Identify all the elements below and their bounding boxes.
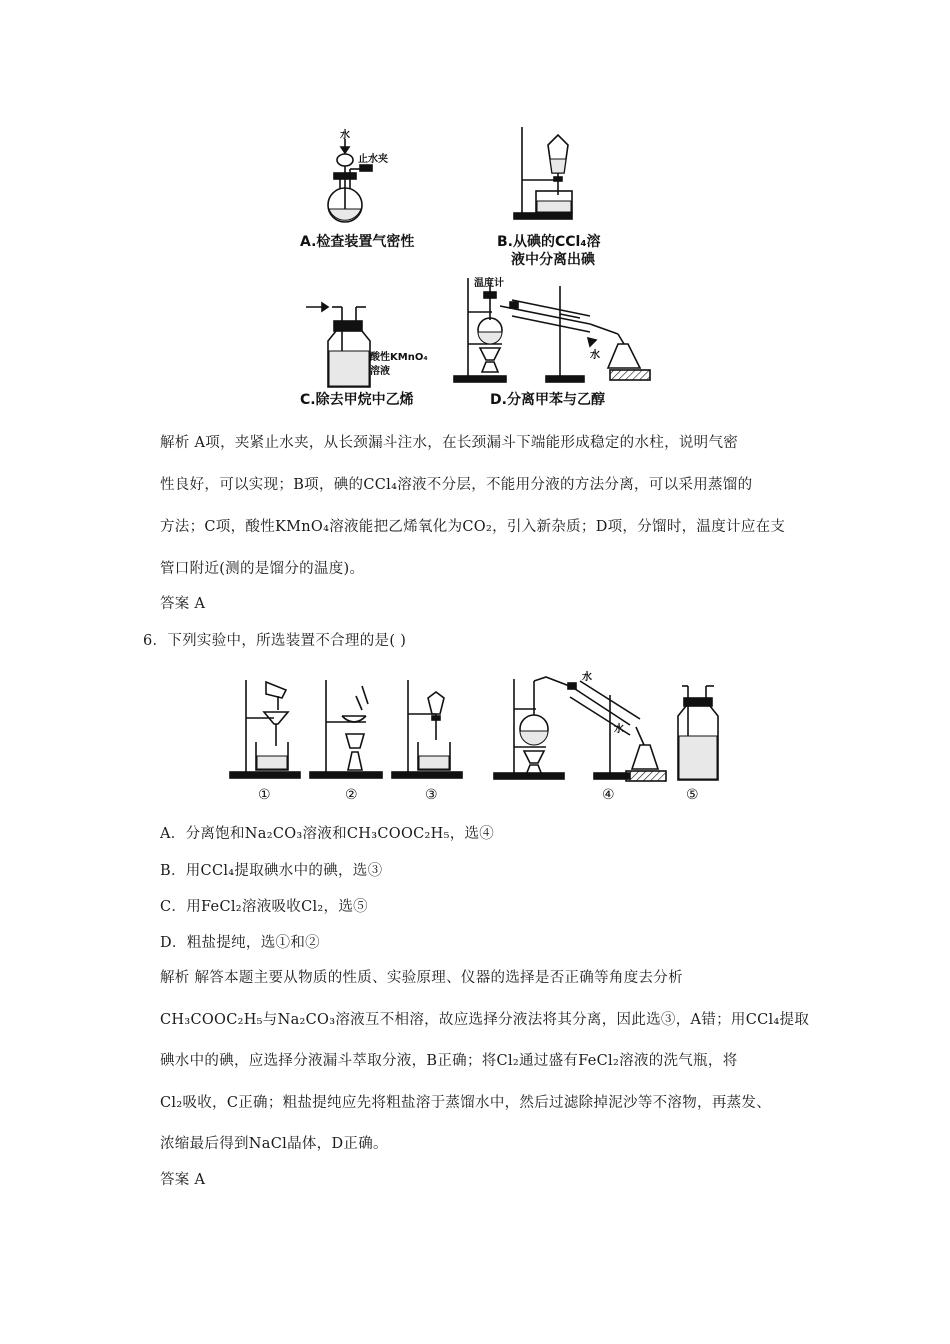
apparatus-1-diagram: [226, 676, 306, 786]
label-water-a: 水: [340, 130, 350, 141]
option-a: A．分离饱和Na₂CO₃溶液和CH₃COOC₂H₅，选④: [160, 826, 495, 842]
apparatus-4-diagram: [490, 665, 670, 790]
label-clamp: 止水夹: [358, 154, 388, 165]
label-kmno4-1: 酸性KMnO₄: [370, 352, 428, 363]
caption-b-line2: 液中分离出碘: [511, 252, 595, 268]
apparatus-a-diagram: [320, 125, 400, 225]
label-water-top: 水: [582, 672, 592, 683]
apparatus-c-diagram: [300, 295, 420, 395]
analysis6-line-5: 浓缩最后得到NaCl晶体，D正确。: [160, 1136, 388, 1152]
analysis5-line-3: 方法；C项，酸性KMnO₄溶液能把乙烯氧化为CO₂，引入新杂质；D项，分馏时，温度计应在支: [160, 519, 786, 535]
apparatus-number-3: ③: [425, 787, 438, 803]
analysis5-line-2: 性良好，可以实现；B项，碘的CCl₄溶液不分层，不能用分液的方法分离，可以采用蒸馏的: [160, 477, 753, 493]
caption-a: A.检查装置气密性: [300, 234, 415, 250]
caption-b-line1: B.从碘的CCl₄溶: [497, 234, 601, 250]
answer5: 答案 A: [160, 596, 206, 612]
analysis6-line-1: 解析 解答本题主要从物质的性质、实验原理、仪器的选择是否正确等角度去分析: [160, 970, 683, 986]
label-kmno4-2: 溶液: [370, 366, 390, 377]
apparatus-number-5: ⑤: [686, 787, 699, 803]
label-thermometer: 温度计: [474, 278, 504, 289]
option-b: B．用CCl₄提取碘水中的碘，选③: [160, 863, 383, 879]
option-c: C．用FeCl₂溶液吸收Cl₂，选⑤: [160, 899, 368, 915]
apparatus-5-diagram: [672, 676, 732, 786]
apparatus-2-diagram: [306, 676, 386, 786]
apparatus-number-4: ④: [602, 787, 615, 803]
answer6: 答案 A: [160, 1172, 206, 1188]
apparatus-d-diagram: [450, 272, 660, 387]
label-water-bottom: 水: [614, 724, 624, 735]
apparatus-number-1: ①: [258, 787, 271, 803]
analysis6-line-4: Cl₂吸收，C正确；粗盐提纯应先将粗盐溶于蒸馏水中，然后过滤除掉泥沙等不溶物，再蒸发、: [160, 1095, 772, 1111]
question6-stem: 6．下列实验中，所选装置不合理的是( ): [143, 633, 407, 649]
caption-c: C.除去甲烷中乙烯: [300, 392, 414, 408]
apparatus-b-diagram: [510, 125, 590, 225]
apparatus-3-diagram: [388, 676, 468, 786]
analysis5-line-4: 管口附近(测的是馏分的温度)。: [160, 561, 365, 577]
caption-d: D.分离甲苯与乙醇: [490, 392, 605, 408]
apparatus-number-2: ②: [345, 787, 358, 803]
analysis6-line-3: 碘水中的碘，应选择分液漏斗萃取分液，B正确；将Cl₂通过盛有FeCl₂溶液的洗气瓶，将: [160, 1053, 738, 1069]
label-water-d: 水: [590, 350, 600, 361]
option-d: D．粗盐提纯，选①和②: [160, 935, 320, 951]
analysis6-line-2: CH₃COOC₂H₅与Na₂CO₃溶液互不相溶，故应选择分液法将其分离，因此选③，A错；用CCl₄提取: [160, 1012, 810, 1028]
analysis5-line-1: 解析 A项，夹紧止水夹，从长颈漏斗注水，在长颈漏斗下端能形成稳定的水柱，说明气密: [160, 435, 739, 451]
